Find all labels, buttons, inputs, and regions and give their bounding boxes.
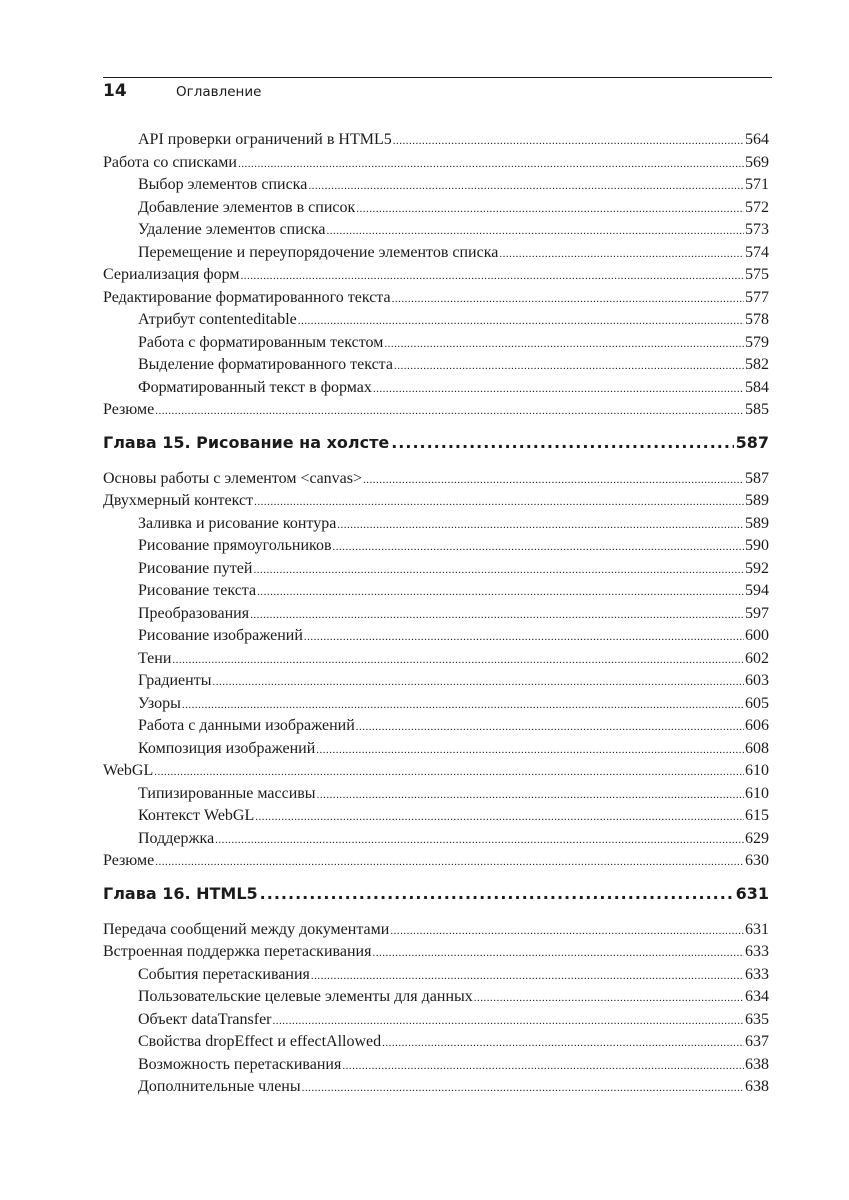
toc-subsection-entry: [103, 805, 769, 828]
toc-entry-page: 587: [745, 469, 769, 487]
toc-entry-title: Выбор элементов списка: [138, 176, 308, 193]
toc-entry-title: Градиенты: [138, 672, 212, 689]
dot-leader: [172, 648, 744, 672]
dot-leader: [382, 1031, 744, 1055]
toc-subsection-entry: [103, 783, 769, 806]
toc-entry-page: 577: [745, 288, 769, 306]
dot-leader: [499, 242, 744, 266]
toc-subsection-entry: [103, 670, 769, 693]
toc-subsection-entry: [103, 377, 769, 400]
toc-subsection-entry: [103, 1031, 769, 1054]
dot-leader: [356, 197, 744, 221]
dot-leader: [390, 919, 744, 943]
toc-subsection-entry: [103, 242, 769, 265]
toc-entry-page: 573: [745, 221, 769, 238]
toc-entry-title: Выделение форматированного текста: [138, 356, 393, 373]
toc-subsection-entry: [103, 828, 769, 851]
toc-section-entry: [103, 399, 769, 422]
toc-subsection-entry: [103, 738, 769, 761]
toc-entry-page: 634: [745, 988, 769, 1005]
dot-leader: [254, 490, 744, 514]
toc-entry-title: Дополнительные члены: [138, 1078, 301, 1095]
toc-subsection-entry: [103, 174, 769, 197]
dot-leader: [154, 760, 744, 784]
toc-chapter-heading: [103, 428, 769, 458]
toc-entry-page: 605: [745, 694, 769, 712]
toc-entry-page: 638: [745, 1055, 769, 1073]
dot-leader: [333, 535, 744, 559]
toc-subsection-entry: [103, 535, 769, 558]
toc-entry-page: 587: [735, 432, 769, 452]
toc-subsection-entry: [103, 558, 769, 581]
toc-entry-page: 582: [745, 356, 769, 373]
running-title: Оглавление: [176, 84, 262, 100]
toc-subsection-entry: [103, 197, 769, 220]
dot-leader: [302, 1076, 744, 1100]
toc-entry-title: Атрибут contenteditable: [138, 311, 297, 328]
toc-entry-page: 590: [745, 537, 769, 554]
toc-entry-page: 589: [745, 514, 769, 532]
toc-subsection-entry: [103, 580, 769, 603]
dot-leader: [373, 377, 744, 401]
toc-entry-page: 629: [745, 829, 769, 847]
dot-leader: [182, 693, 744, 717]
toc-subsection-entry: [103, 309, 769, 332]
toc-entry-title: События перетаскивания: [138, 965, 310, 983]
dot-leader: [311, 964, 744, 988]
toc-subsection-entry: [103, 129, 769, 152]
dot-leader: [304, 625, 744, 649]
toc-entry-title: Перемещение и переупорядочение элементов списка: [138, 243, 499, 261]
toc-entry-page: 635: [745, 1010, 769, 1028]
toc-entry-title: Поддержка: [138, 829, 215, 847]
toc-section-entry: [103, 941, 769, 964]
dot-leader: [393, 129, 744, 153]
toc-entry-page: 615: [745, 807, 769, 824]
toc-subsection-entry: [103, 1009, 769, 1032]
toc-entry-page: 638: [745, 1078, 769, 1095]
toc-entry-title: Передача сообщений между документами: [103, 920, 390, 938]
dot-leader: [363, 468, 744, 492]
toc-entry-page: 578: [745, 311, 769, 328]
toc-section-entry: [103, 919, 769, 942]
toc-chapter-heading: [103, 879, 769, 909]
toc-entry-title: Двухмерный контекст: [103, 492, 254, 509]
toc-entry-title: Глава 16. HTML5: [103, 883, 258, 903]
toc-entry-page: 610: [745, 784, 769, 802]
toc-entry-page: 572: [745, 198, 769, 216]
toc-section-entry: [103, 850, 769, 873]
table-of-contents: [103, 129, 769, 1099]
toc-entry-title: Работа с форматированным текстом: [138, 333, 384, 351]
toc-entry-page: 606: [745, 717, 769, 734]
toc-subsection-entry: [103, 513, 769, 536]
dot-leader: [327, 219, 744, 243]
toc-entry-title: Работа со списками: [103, 153, 237, 171]
toc-entry-title: Рисование изображений: [138, 627, 303, 644]
toc-entry-title: Возможность перетаскивания: [138, 1055, 342, 1073]
dot-leader: [255, 805, 744, 829]
dot-leader: [215, 828, 744, 852]
toc-entry-title: WebGL: [103, 762, 154, 779]
dot-leader: [337, 513, 744, 537]
toc-entry-title: Сериализация форм: [103, 266, 240, 283]
header-rule: [103, 77, 772, 78]
dot-leader: [155, 399, 744, 423]
toc-entry-page: 575: [745, 266, 769, 283]
toc-entry-title: Тени: [138, 649, 172, 667]
toc-entry-page: 637: [745, 1033, 769, 1050]
running-header: [103, 77, 772, 103]
toc-subsection-entry: [103, 648, 769, 671]
dot-leader: [372, 941, 744, 965]
toc-entry-title: Основы работы с элементом <canvas>: [103, 469, 363, 487]
toc-entry-title: Встроенная поддержка перетаскивания: [103, 943, 372, 960]
toc-entry-page: 633: [745, 943, 769, 960]
toc-entry-page: 610: [745, 762, 769, 779]
toc-entry-title: Объект dataTransfer: [138, 1010, 272, 1028]
toc-entry-title: Пользовательские целевые элементы для данных: [138, 988, 473, 1005]
toc-subsection-entry: [103, 332, 769, 355]
toc-entry-page: 564: [745, 131, 769, 148]
toc-entry-title: Резюме: [103, 852, 155, 869]
dot-leader: [273, 1009, 745, 1033]
toc-entry-title: Рисование путей: [138, 559, 253, 577]
toc-entry-page: 633: [745, 965, 769, 983]
toc-subsection-entry: [103, 964, 769, 987]
toc-entry-page: 597: [745, 604, 769, 622]
toc-subsection-entry: [103, 715, 769, 738]
toc-subsection-entry: [103, 1054, 769, 1077]
dot-leader: [308, 174, 744, 198]
dot-leader: [474, 986, 744, 1010]
page-number: 14: [103, 81, 127, 101]
dot-leader: [240, 264, 744, 288]
toc-entry-page: 631: [735, 883, 769, 903]
toc-section-entry: [103, 287, 769, 310]
toc-entry-title: Контекст WebGL: [138, 807, 255, 824]
toc-entry-page: 600: [745, 627, 769, 644]
toc-entry-page: 589: [745, 492, 769, 509]
toc-entry-title: Преобразования: [138, 604, 250, 622]
toc-entry-title: Свойства dropEffect и effectAllowed: [138, 1033, 382, 1050]
toc-entry-page: 569: [745, 153, 769, 171]
dot-leader: [212, 670, 744, 694]
toc-entry-page: 608: [745, 739, 769, 757]
toc-entry-title: Редактирование форматированного текста: [103, 288, 391, 306]
dot-leader: [391, 428, 733, 458]
toc-entry-title: Резюме: [103, 401, 155, 418]
toc-entry-title: Типизированные массивы: [138, 784, 316, 802]
dot-leader: [316, 738, 744, 762]
toc-entry-page: 630: [745, 852, 769, 869]
toc-entry-title: Форматированный текст в формах: [138, 378, 372, 396]
toc-entry-page: 592: [745, 559, 769, 577]
toc-entry-page: 574: [745, 243, 769, 261]
dot-leader: [342, 1054, 744, 1078]
toc-subsection-entry: [103, 219, 769, 242]
toc-section-entry: [103, 490, 769, 513]
toc-entry-title: Композиция изображений: [138, 739, 316, 757]
dot-leader: [384, 332, 744, 356]
dot-leader: [392, 287, 744, 311]
toc-entry-title: Глава 15. Рисование на холсте: [103, 432, 390, 452]
toc-entry-title: Рисование текста: [138, 582, 257, 599]
dot-leader: [257, 580, 744, 604]
dot-leader: [260, 879, 734, 909]
toc-subsection-entry: [103, 693, 769, 716]
dot-leader: [298, 309, 744, 333]
toc-entry-page: 631: [745, 920, 769, 938]
dot-leader: [250, 603, 744, 627]
toc-entry-page: 594: [745, 582, 769, 599]
dot-leader: [394, 354, 744, 378]
toc-entry-page: 571: [745, 176, 769, 193]
dot-leader: [155, 850, 744, 874]
toc-subsection-entry: [103, 1076, 769, 1099]
toc-subsection-entry: [103, 354, 769, 377]
toc-subsection-entry: [103, 603, 769, 626]
toc-entry-title: API проверки ограничений в HTML5: [138, 131, 392, 148]
toc-entry-title: Удаление элементов списка: [138, 221, 326, 238]
toc-entry-page: 602: [745, 649, 769, 667]
toc-subsection-entry: [103, 986, 769, 1009]
toc-entry-title: Работа с данными изображений: [138, 717, 355, 734]
toc-entry-title: Заливка и рисование контура: [138, 514, 337, 532]
toc-entry-page: 585: [745, 401, 769, 418]
toc-section-entry: [103, 264, 769, 287]
toc-section-entry: [103, 760, 769, 783]
dot-leader: [317, 783, 744, 807]
dot-leader: [238, 152, 744, 176]
dot-leader: [356, 715, 744, 739]
toc-entry-page: 579: [745, 333, 769, 351]
toc-entry-title: Узоры: [138, 694, 181, 712]
toc-entry-title: Рисование прямоугольников: [138, 537, 332, 554]
toc-section-entry: [103, 468, 769, 491]
toc-entry-page: 603: [745, 672, 769, 689]
toc-section-entry: [103, 152, 769, 175]
dot-leader: [253, 558, 744, 582]
toc-subsection-entry: [103, 625, 769, 648]
toc-entry-page: 584: [745, 378, 769, 396]
toc-entry-title: Добавление элементов в список: [138, 198, 356, 216]
